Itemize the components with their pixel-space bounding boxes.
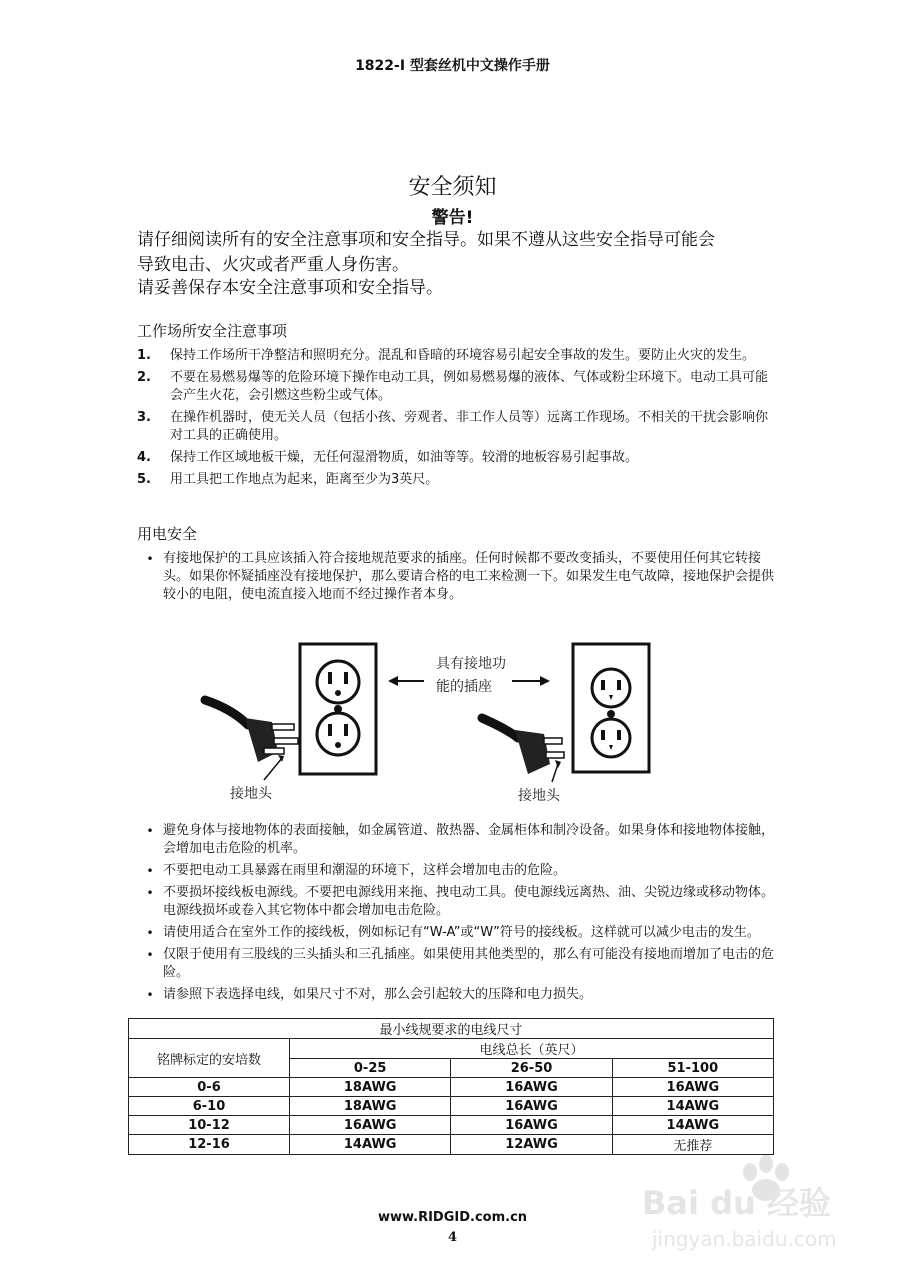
item-number: 2. xyxy=(137,370,151,385)
length-column-header: 电线总长（英尺） xyxy=(290,1039,774,1059)
bullet-icon: • xyxy=(146,948,154,962)
item-text: 请使用适合在室外工作的接线板，例如标记有“W-A”或“W”符号的接线板。这样就可以减少电击的发生。 xyxy=(163,925,760,940)
list-item xyxy=(137,884,777,920)
watermark-brand: Bai du 经验 xyxy=(642,1184,831,1222)
plug-label-left: 接地头 xyxy=(230,786,272,802)
electrical-safety-list-top xyxy=(137,550,777,608)
page-header: 1822-I 型套丝机中文操作手册 xyxy=(355,58,550,74)
table-row xyxy=(129,1078,774,1097)
bullet-icon: • xyxy=(146,864,154,878)
column-header: 51-100 xyxy=(612,1059,773,1078)
table-title: 最小线规要求的电线尺寸 xyxy=(129,1019,774,1039)
plug-label-right: 接地头 xyxy=(518,788,560,804)
list-item xyxy=(137,862,777,880)
table-cell: 无推荐 xyxy=(612,1135,773,1155)
outlet-left-illustration xyxy=(300,644,376,774)
baidu-watermark xyxy=(642,1150,892,1260)
amps-cell: 0-6 xyxy=(129,1078,290,1097)
table-cell: 18AWG xyxy=(290,1097,451,1116)
list-item xyxy=(137,986,777,1004)
three-prong-plug-illustration xyxy=(205,700,298,780)
warning-heading: 警告! xyxy=(431,208,474,228)
section-title-workplace: 工作场所安全注意事项 xyxy=(137,322,288,340)
wire-gauge-table xyxy=(128,1018,774,1155)
bullet-icon: • xyxy=(146,886,154,900)
item-text: 在操作机器时，使无关人员（包括小孩、旁观者、非工作人员等）远离工作现场。不相关的干扰会影响你对工具的正确使用。 xyxy=(170,410,769,443)
table-cell: 12AWG xyxy=(451,1135,612,1155)
item-number: 5. xyxy=(137,472,151,487)
list-item xyxy=(137,471,777,489)
item-text: 保持工作场所干净整洁和照明充分。混乱和昏暗的环境容易引起安全事故的发生。要防止火灾的发生。 xyxy=(170,348,756,363)
list-item xyxy=(137,369,777,405)
table-cell: 16AWG xyxy=(612,1078,773,1097)
amps-cell: 10-12 xyxy=(129,1116,290,1135)
item-text: 用工具把工作地点为起来，距离至少为3英尺。 xyxy=(170,472,439,487)
list-item xyxy=(137,347,777,365)
column-header: 0-25 xyxy=(290,1059,451,1078)
footer-url: www.RIDGID.com.cn xyxy=(377,1210,528,1225)
section-title-electrical: 用电安全 xyxy=(137,525,198,543)
outlet-right-illustration xyxy=(573,644,649,772)
list-item xyxy=(137,946,777,982)
plug-with-adapter-illustration xyxy=(482,718,564,782)
table-cell: 16AWG xyxy=(290,1116,451,1135)
intro-line-1: 请仔细阅读所有的安全注意事项和安全指导。如果不遵从这些安全指导可能会 xyxy=(137,230,715,250)
table-title-row xyxy=(129,1019,774,1039)
bullet-icon: • xyxy=(146,824,154,838)
amps-column-header: 铭牌标定的安培数 xyxy=(129,1039,290,1078)
table-row xyxy=(129,1097,774,1116)
list-item xyxy=(137,822,777,858)
item-text: 仅限于使用有三股线的三头插头和三孔插座。如果使用其他类型的，那么有可能没有接地而增加了电击的危险。 xyxy=(163,947,775,980)
outlet-label-line-2: 能的插座 xyxy=(436,679,492,695)
list-item xyxy=(137,409,777,445)
page-number: 4 xyxy=(447,1230,458,1245)
intro-line-2: 导致电击、火灾或者严重人身伤害。 xyxy=(137,255,409,275)
item-text: 不要把电动工具暴露在雨里和潮湿的环境下，这样会增加电击的危险。 xyxy=(163,863,567,878)
table-cell: 14AWG xyxy=(612,1097,773,1116)
table-cell: 16AWG xyxy=(451,1078,612,1097)
grounded-outlet-figure xyxy=(160,630,680,810)
list-item xyxy=(137,550,777,604)
item-text: 避免身体与接地物体的表面接触，如金属管道、散热器、金属柜体和制冷设备。如果身体和接地物体接触，会增加电击危险的机率。 xyxy=(163,823,775,856)
list-item xyxy=(137,924,777,942)
table-row xyxy=(129,1116,774,1135)
item-text: 请参照下表选择电线，如果尺寸不对，那么会引起较大的压降和电力损失。 xyxy=(163,987,593,1002)
list-item xyxy=(137,449,777,467)
column-header: 26-50 xyxy=(451,1059,612,1078)
item-text: 不要损坏接线板电源线。不要把电源线用来拖、拽电动工具。使电源线远离热、油、尖锐边缘或移动物体。电源线损坏或卷入其它物体中都会增加电击危险。 xyxy=(163,885,775,918)
item-text: 保持工作区域地板干燥，无任何湿滑物质，如油等等。较滑的地板容易引起事故。 xyxy=(170,450,639,465)
table-cell: 14AWG xyxy=(612,1116,773,1135)
item-number: 4. xyxy=(137,450,151,465)
table-header-row xyxy=(129,1039,774,1059)
item-text: 有接地保护的工具应该插入符合接地规范要求的插座。任何时候都不要改变插头，不要使用任何其它转接头。如果你怀疑插座没有接地保护，那么要请合格的电工来检测一下。如果发生电气故障，接地保护会提供较小的电阻，使电流直接入地而不经过操作者本身。 xyxy=(163,551,775,602)
electrical-safety-list-bottom xyxy=(137,822,777,1008)
item-text: 不要在易燃易爆等的危险环境下操作电动工具，例如易燃易爆的液体、气体或粉尘环境下。电动工具可能会产生火花，会引燃这些粉尘或气体。 xyxy=(170,370,769,403)
bullet-icon: • xyxy=(146,988,154,1002)
item-number: 3. xyxy=(137,410,151,425)
table-cell: 16AWG xyxy=(451,1097,612,1116)
bullet-icon: • xyxy=(146,552,154,566)
amps-cell: 12-16 xyxy=(129,1135,290,1155)
bullet-icon: • xyxy=(146,926,154,940)
watermark-url: jingyan.baidu.com xyxy=(652,1227,837,1251)
table-cell: 14AWG xyxy=(290,1135,451,1155)
page-title: 安全须知 xyxy=(408,175,497,200)
intro-line-3: 请妥善保存本安全注意事项和安全指导。 xyxy=(137,278,443,298)
outlet-label-line-1: 具有接地功 xyxy=(436,656,506,672)
table-cell: 18AWG xyxy=(290,1078,451,1097)
item-number: 1. xyxy=(137,348,151,363)
amps-cell: 6-10 xyxy=(129,1097,290,1116)
table-cell: 16AWG xyxy=(451,1116,612,1135)
workplace-safety-list xyxy=(137,347,777,493)
